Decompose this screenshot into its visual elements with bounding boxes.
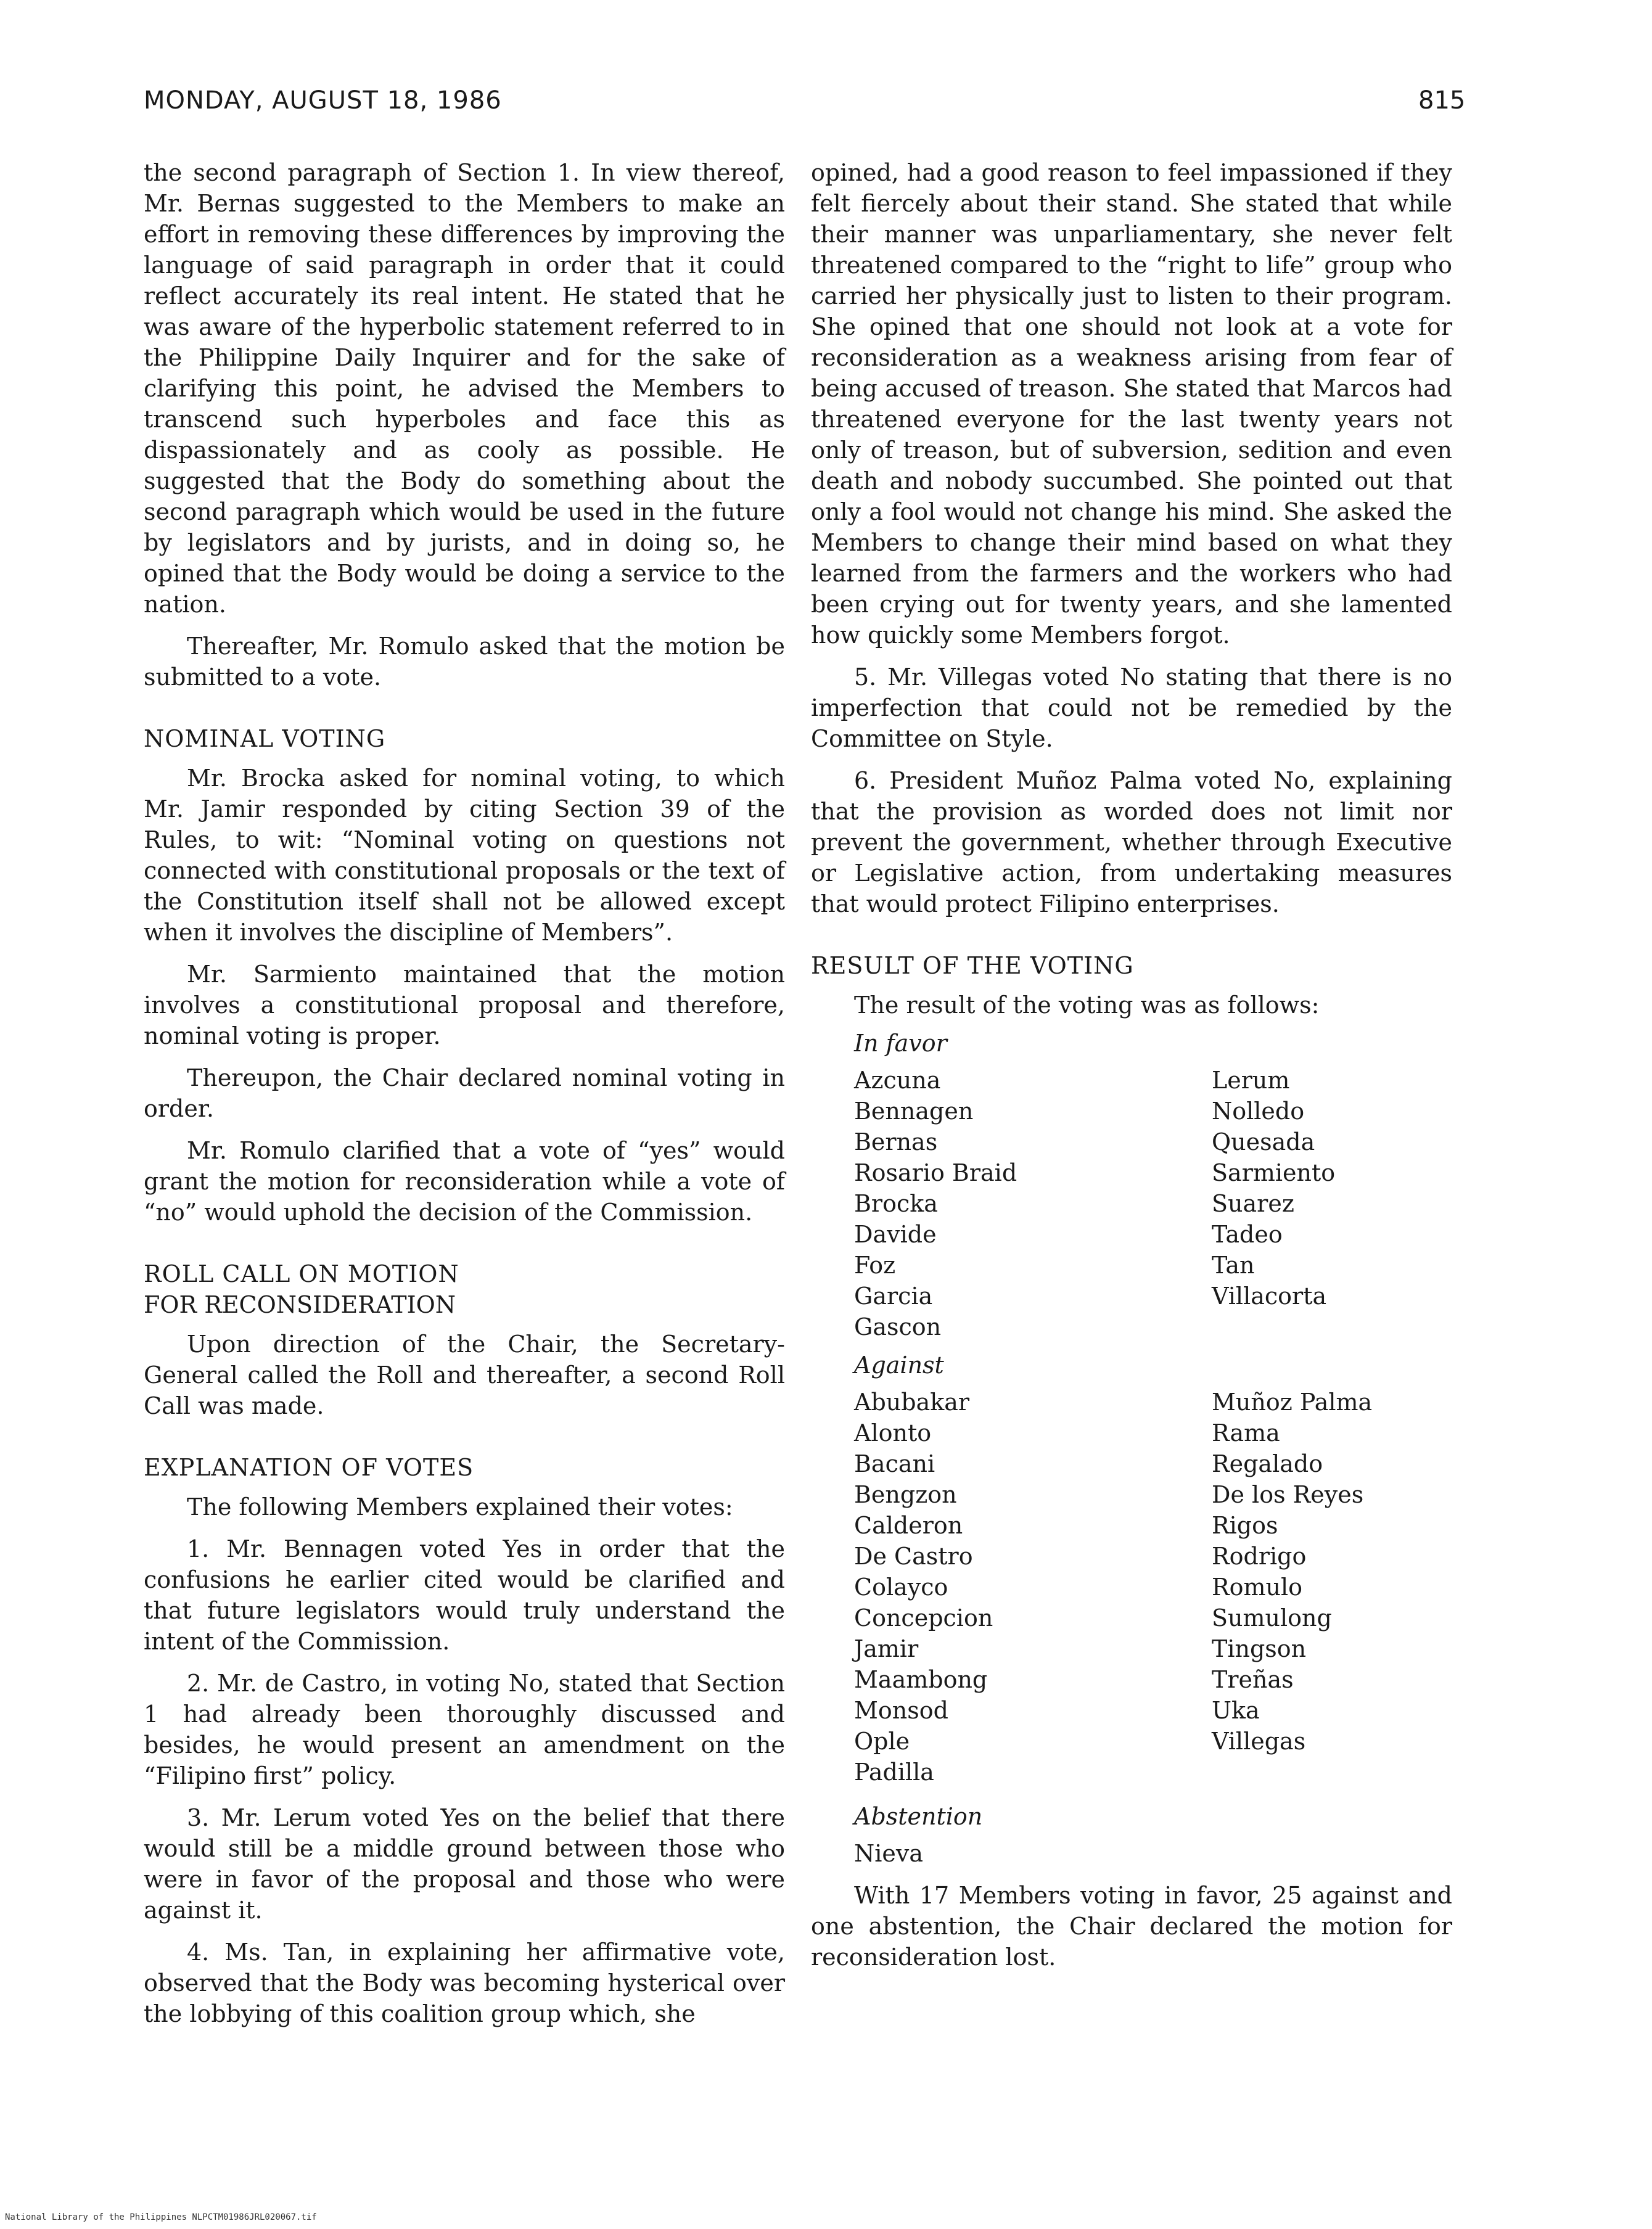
paragraph: Mr. Brocka asked for nominal voting, to which Mr. Jamir responded by citing Section 39 of the Rules, to wit: “Nominal voting on questions not connected with constitutional proposals or the text of the Constitution itself shall not be allowed except when it involves the discipline of Members”. (144, 765, 785, 946)
list-item: Rodrigo (1212, 1543, 1307, 1570)
left-column (144, 157, 785, 2040)
list-item: Lerum (1212, 1067, 1290, 1094)
section-heading-result-of-voting: RESULT OF THE VOTING (811, 952, 1134, 979)
result-intro: The result of the voting was as follows: (854, 991, 1320, 1019)
list-item: Foz (854, 1252, 896, 1279)
paragraph: 4. Ms. Tan, in explaining her affirmative vote, observed that the Body was becoming hysterical over the lobbying of this coalition group which, she (144, 1939, 785, 2027)
in-favor-label: In favor (854, 1030, 947, 1057)
list-item: Uka (1212, 1697, 1260, 1724)
paragraph: 2. Mr. de Castro, in voting No, stated that Section 1 had already been thoroughly discussed and besides, he would present an amendment on the “Filipino first” policy. (144, 1670, 785, 1789)
list-item: Concepcion (854, 1604, 993, 1632)
section-heading-roll-call: ROLL CALL ON MOTION (144, 1260, 459, 1287)
section-heading-roll-call-line2: FOR RECONSIDERATION (144, 1291, 456, 1318)
section-heading-explanation-of-votes: EXPLANATION OF VOTES (144, 1454, 474, 1481)
paragraph: 6. President Muñoz Palma voted No, explaining that the provision as worded does not limit nor prevent the government, whether through Executive or Legislative action, from undertaking measures that would protect Filipino enterprises. (811, 767, 1452, 917)
list-item: Maambong (854, 1666, 988, 1693)
list-item: Treñas (1212, 1666, 1294, 1693)
list-item: Padilla (854, 1759, 934, 1786)
list-item: Garcia (854, 1283, 933, 1310)
list-item: Suarez (1212, 1190, 1294, 1217)
list-item: Sumulong (1212, 1604, 1332, 1632)
list-item: Tan (1212, 1252, 1255, 1279)
paragraph: Thereafter, Mr. Romulo asked that the motion be submitted to a vote. (144, 633, 785, 691)
list-item: Villegas (1212, 1728, 1306, 1755)
list-item: Quesada (1212, 1128, 1315, 1156)
paragraph: Thereupon, the Chair declared nominal voting in order. (144, 1064, 785, 1122)
paragraph: Mr. Romulo clarified that a vote of “yes” would grant the motion for reconsideration while a vote of “no” would uphold the decision of the Commission. (144, 1137, 785, 1226)
list-item: Bernas (854, 1128, 938, 1156)
paragraph: opined, had a good reason to feel impassioned if they felt fiercely about their stand. She stated that while their manner was unparliamentary, she never felt threatened compared to the “right to life” group who carried her physically just to listen to their program. She opined that one should not look at a vote for reconsideration as a weakness arising from fear of being accused of treason. She stated that Marcos had threatened everyone for the last twenty years not only of treason, but of subversion, sedition and even death and nobody succumbed. She pointed out that only a fool would not change his mind. She asked the Members to change their mind based on what they learned from the farmers and the workers who had been crying out for twenty years, and she lamented how quickly some Members forgot. (811, 159, 1452, 649)
right-column (811, 157, 1452, 1984)
list-item: Tingson (1212, 1635, 1307, 1662)
paragraph: 1. Mr. Bennagen voted Yes in order that the confusions he earlier cited would be clarified and that future legislators would truly understand the intent of the Commission. (144, 1535, 785, 1655)
page-date-header: MONDAY, AUGUST 18, 1986 (144, 86, 502, 115)
list-item: Tadeo (1212, 1221, 1283, 1248)
list-item: Rosario Braid (854, 1159, 1017, 1186)
paragraph: the second paragraph of Section 1. In view thereof, Mr. Bernas suggested to the Members to make an effort in removing these differences by improving the language of said paragraph in order that it could reflect accurately its real intent. He stated that he was aware of the hyperbolic statement referred to in the Philippine Daily Inquirer and for the sake of clarifying this point, he advised the Members to transcend such hyperboles and face this as dispassionately and as cooly as possible. He suggested that the Body do something about the second paragraph which would be used in the future by legislators and by jurists, and in doing so, he opined that the Body would be doing a service to the nation. (144, 159, 785, 618)
against-list (854, 1387, 1452, 1788)
list-item: Jamir (854, 1635, 919, 1662)
list-item: Gascon (854, 1313, 942, 1340)
list-item: Azcuna (854, 1067, 941, 1094)
list-item: Rigos (1212, 1512, 1278, 1539)
list-item: Bennagen (854, 1098, 974, 1125)
list-item: Villacorta (1212, 1283, 1327, 1310)
paragraph: Mr. Sarmiento maintained that the motion involves a constitutional proposal and therefore, nominal voting is proper. (144, 961, 785, 1049)
list-item: De Castro (854, 1543, 973, 1570)
page-number: 815 (1418, 86, 1466, 115)
paragraph: 5. Mr. Villegas voted No stating that there is no imperfection that could not be remedied by the Committee on Style. (811, 663, 1452, 752)
list-item: Rama (1212, 1419, 1280, 1447)
list-item: De los Reyes (1212, 1481, 1364, 1508)
list-item: Colayco (854, 1574, 948, 1601)
paragraph: 3. Mr. Lerum voted Yes on the belief that there would still be a middle ground between those who were in favor of the proposal and those who were against it. (144, 1804, 785, 1924)
list-item: Abubakar (854, 1389, 970, 1416)
list-item: Romulo (1212, 1574, 1303, 1601)
paragraph: Upon direction of the Chair, the Secretary-General called the Roll and thereafter, a second Roll Call was made. (144, 1331, 785, 1419)
list-item: Nolledo (1212, 1098, 1305, 1125)
paragraph: With 17 Members voting in favor, 25 against and one abstention, the Chair declared the motion for reconsideration lost. (811, 1882, 1452, 1971)
list-item: Brocka (854, 1190, 938, 1217)
list-item: Calderon (854, 1512, 963, 1539)
in-favor-list (854, 1065, 1452, 1342)
list-item: Monsod (854, 1697, 948, 1724)
list-item: Nieva (854, 1840, 924, 1867)
list-item: Alonto (854, 1419, 932, 1447)
abstention-label: Abstention (854, 1803, 983, 1830)
list-item: Ople (854, 1728, 910, 1755)
against-label: Against (854, 1352, 944, 1379)
list-item: Bacani (854, 1450, 935, 1477)
paragraph: The following Members explained their votes: (187, 1493, 733, 1521)
list-item: Sarmiento (1212, 1159, 1336, 1186)
list-item: Muñoz Palma (1212, 1389, 1373, 1416)
scan-source-footer: National Library of the Philippines NLPCTM01986JRL020067.tif (5, 2212, 317, 2222)
section-heading-nominal-voting: NOMINAL VOTING (144, 725, 386, 752)
list-item: Davide (854, 1221, 937, 1248)
list-item: Bengzon (854, 1481, 957, 1508)
list-item: Regalado (1212, 1450, 1323, 1477)
